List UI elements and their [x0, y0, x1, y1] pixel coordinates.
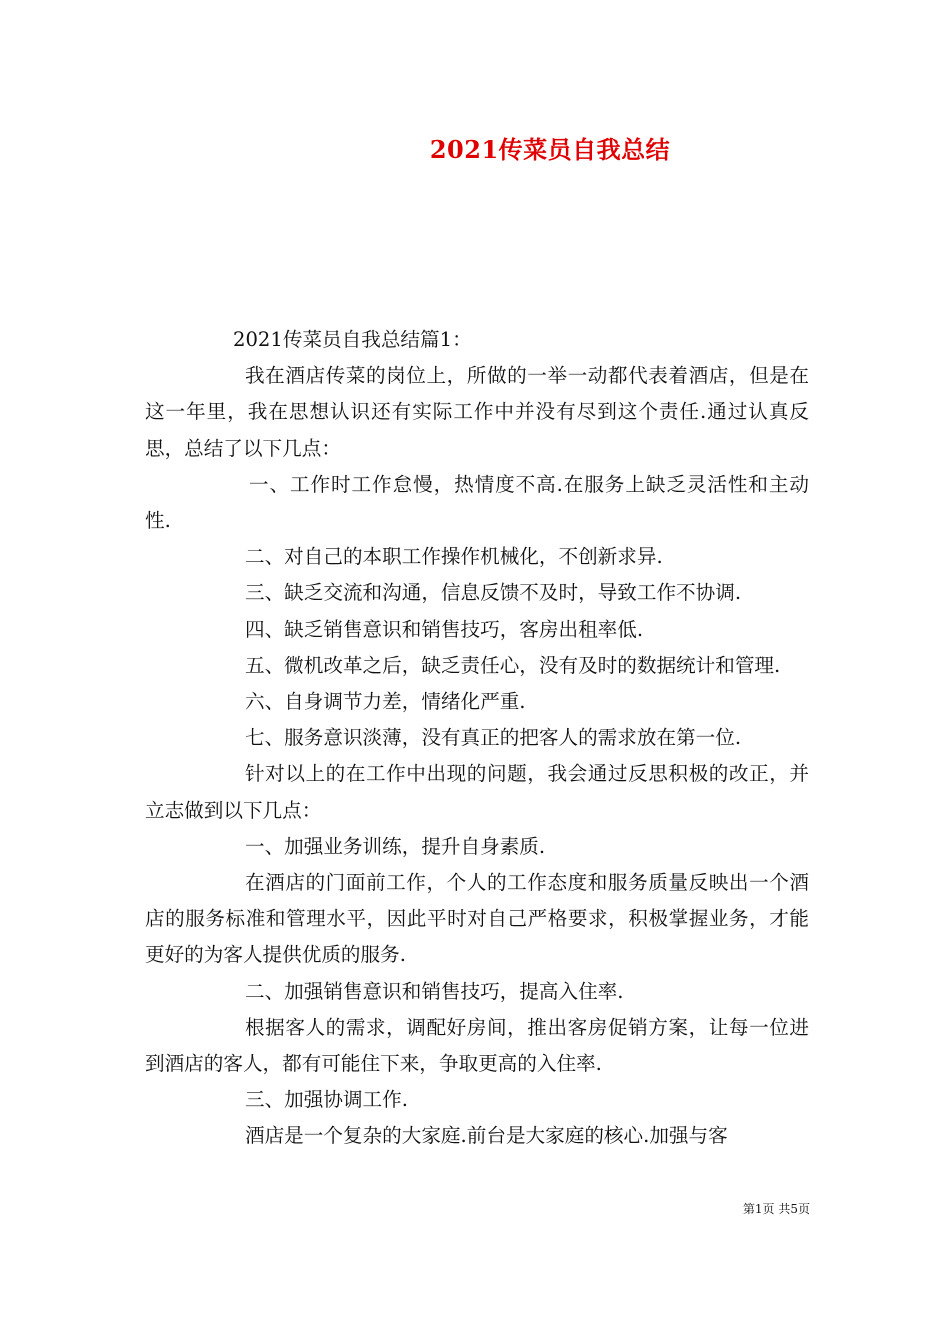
paragraph: 七、服务意识淡薄，没有真正的把客人的需求放在第一位. [245, 726, 742, 750]
paragraph: 针对以上的在工作中出现的问题，我会通过反思积极的改正，并立志做到以下几点： [145, 762, 809, 822]
paragraph: 五、微机改革之后，缺乏责任心，没有及时的数据统计和管理. [245, 653, 781, 677]
paragraph: 在酒店的门面前工作，个人的工作态度和服务质量反映出一个酒店的服务标准和管理水平，因此平时对自己严格要求，积极掌握业务，才能更好的为客人提供优质的服务. [145, 871, 809, 967]
document-body [145, 322, 809, 1155]
paragraph: 一、加强业务训练，提升自身素质. [245, 834, 546, 858]
paragraph: 六、自身调节力差，情绪化严重. [245, 690, 526, 714]
paragraph: 三、缺乏交流和沟通，信息反馈不及时，导致工作不协调. [245, 581, 742, 605]
section-heading: 2021传菜员自我总结篇1： [233, 328, 472, 351]
paragraph: 二、加强销售意识和销售技巧，提高入住率. [245, 979, 624, 1003]
paragraph: 二、对自己的本职工作操作机械化，不创新求异. [245, 545, 663, 569]
paragraph: 一、工作时工作怠慢，热情度不高.在服务上缺乏灵活性和主动性. [145, 472, 809, 533]
page-footer: 第1页 共5页 [742, 1202, 810, 1216]
paragraph: 四、缺乏销售意识和销售技巧，客房出租率低. [245, 617, 644, 641]
paragraph: 我在酒店传菜的岗位上，所做的一举一动都代表着酒店，但是在这一年里，我在思想认识还有实际工作中并没有尽到这个责任.通过认真反思，总结了以下几点： [145, 364, 809, 460]
paragraph: 酒店是一个复杂的大家庭.前台是大家庭的核心.加强与客 [245, 1124, 728, 1148]
paragraph: 三、加强协调工作. [245, 1088, 408, 1112]
paragraph: 根据客人的需求，调配好房间，推出客房促销方案，让每一位进到酒店的客人，都有可能住下来，争取更高的入住率. [145, 1015, 809, 1076]
document-title: 2021传菜员自我总结 [429, 135, 671, 164]
